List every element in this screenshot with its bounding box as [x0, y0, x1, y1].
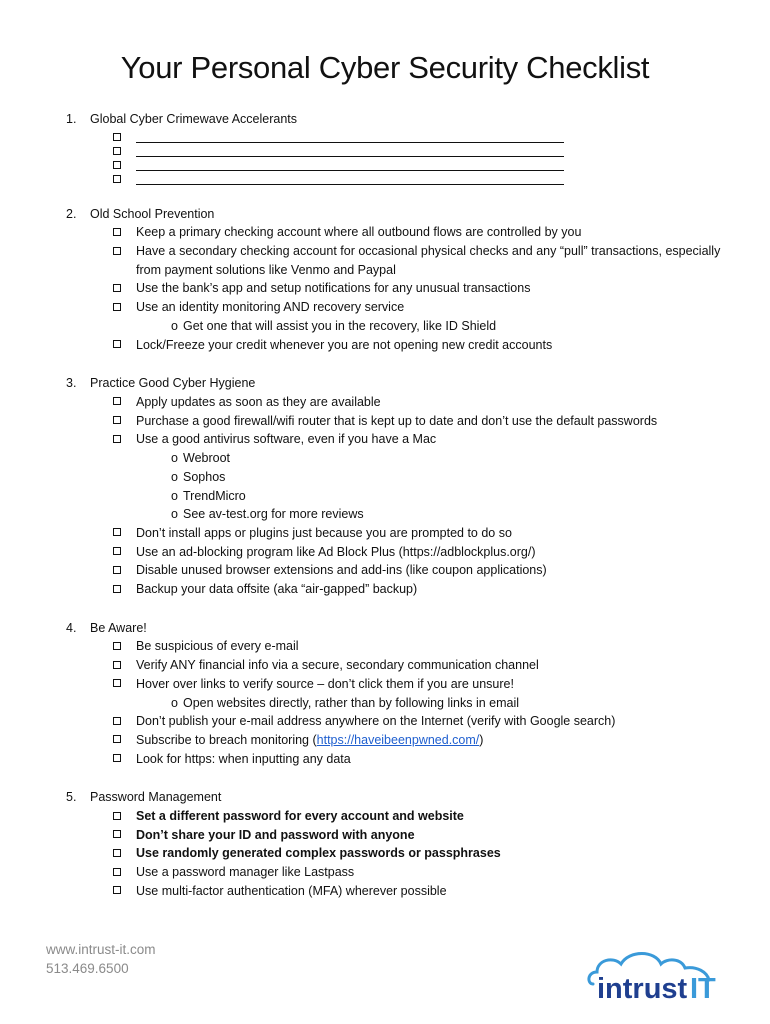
- checkbox-icon[interactable]: [113, 284, 121, 292]
- sub-bullet-marker: o: [171, 488, 178, 503]
- section-3: [66, 374, 746, 598]
- checklist-item: [66, 171, 746, 185]
- footer-contact: [46, 940, 156, 978]
- checkbox-icon[interactable]: [113, 717, 121, 725]
- checklist-item-text: Subscribe to breach monitoring (: [136, 732, 317, 747]
- checklist-item: [66, 336, 746, 355]
- sub-bullet-item: [66, 694, 746, 713]
- sub-bullet-marker: o: [171, 318, 178, 333]
- breach-monitoring-link[interactable]: https://haveibeenpwned.com/: [316, 732, 480, 747]
- checklist-item: [66, 656, 746, 675]
- checklist-item: [66, 430, 746, 449]
- checklist-item: [66, 279, 746, 298]
- checkbox-icon[interactable]: [113, 528, 121, 536]
- sub-bullet-marker: o: [171, 451, 178, 466]
- sub-bullet-marker: o: [171, 695, 178, 710]
- checklist-item-text: Set a different password for every account and website: [136, 809, 464, 824]
- fill-in-blank-line[interactable]: [136, 157, 564, 171]
- checklist-sections: [66, 110, 746, 921]
- section-number: 2.: [66, 206, 77, 221]
- section-heading-text: Old School Prevention: [90, 206, 215, 221]
- checklist-item-text: Use randomly generated complex passwords or passphrases: [136, 846, 501, 861]
- section-1: [66, 110, 746, 185]
- checklist-item-text: Purchase a good firewall/wifi router that is kept up to date and don’t use the default passwords: [136, 413, 658, 428]
- checklist-item: [66, 844, 746, 863]
- sub-bullet-item: [66, 487, 746, 506]
- section-heading: [66, 374, 746, 393]
- sub-bullet-item: [66, 505, 746, 524]
- sub-bullet-item: [66, 449, 746, 468]
- checklist-item: [66, 223, 746, 242]
- sub-bullet-marker: o: [171, 469, 178, 484]
- sub-bullet-text: Webroot: [183, 451, 231, 466]
- checklist-item-text: Lock/Freeze your credit whenever you are not opening new credit accounts: [136, 337, 553, 352]
- checklist-item-text: Disable unused browser extensions and add-ins (like coupon applications): [136, 563, 547, 578]
- checkbox-icon[interactable]: [113, 416, 121, 424]
- section-heading-text: Practice Good Cyber Hygiene: [90, 376, 256, 391]
- checkbox-icon[interactable]: [113, 642, 121, 650]
- checklist-item: [66, 826, 746, 845]
- checklist-item: [66, 157, 746, 171]
- footer-phone: 513.469.6500: [46, 961, 129, 976]
- checklist-item-text: Use the bank’s app and setup notifications for any unusual transactions: [136, 281, 531, 296]
- checkbox-icon[interactable]: [113, 397, 121, 405]
- checklist-item-text: Don’t install apps or plugins just because you are prompted to do so: [136, 525, 512, 540]
- sub-bullet-text: Sophos: [183, 469, 226, 484]
- section-heading-text: Password Management: [90, 790, 222, 805]
- checklist-item: [66, 412, 746, 431]
- section-heading: [66, 205, 746, 224]
- checkbox-icon[interactable]: [113, 133, 121, 141]
- checkbox-icon[interactable]: [113, 303, 121, 311]
- checkbox-icon[interactable]: [113, 228, 121, 236]
- checklist-item-text: Don’t share your ID and password with anyone: [136, 827, 415, 842]
- checklist-item-text: Backup your data offsite (aka “air-gapped” backup): [136, 582, 418, 597]
- checklist-item-text: Use an identity monitoring AND recovery service: [136, 300, 405, 315]
- fill-in-blank-line[interactable]: [136, 143, 564, 157]
- checkbox-icon[interactable]: [113, 247, 121, 255]
- sub-bullet-text: TrendMicro: [183, 488, 246, 503]
- checklist-item: [66, 675, 746, 694]
- section-5: [66, 788, 746, 900]
- checklist-item-text: Look for https: when inputting any data: [136, 751, 351, 766]
- checkbox-icon[interactable]: [113, 868, 121, 876]
- checklist-item-text: Have a secondary checking account for occasional physical checks and any “pull” transactions, especially from payment solutions like Venmo and Paypal: [136, 244, 721, 277]
- checkbox-icon[interactable]: [113, 735, 121, 743]
- sub-bullet-text: Open websites directly, rather than by following links in email: [183, 695, 520, 710]
- checkbox-icon[interactable]: [113, 830, 121, 838]
- section-number: 4.: [66, 620, 77, 635]
- checkbox-icon[interactable]: [113, 435, 121, 443]
- fill-in-blank-line[interactable]: [136, 129, 564, 143]
- checklist-item-text: Apply updates as soon as they are available: [136, 394, 381, 409]
- checklist-item: [66, 543, 746, 562]
- checklist-item-text: Use multi-factor authentication (MFA) wherever possible: [136, 883, 447, 898]
- checklist-item: [66, 580, 746, 599]
- section-number: 1.: [66, 112, 77, 126]
- checklist-item: [66, 242, 746, 279]
- checklist-item: [66, 129, 746, 143]
- checklist-item-text: Be suspicious of every e-mail: [136, 639, 299, 654]
- intrust-it-logo: [585, 948, 735, 1006]
- fill-in-blank-line[interactable]: [136, 171, 564, 185]
- checklist-item: [66, 863, 746, 882]
- checklist-item: [66, 637, 746, 656]
- checkbox-icon[interactable]: [113, 679, 121, 687]
- checklist-item-text: Hover over links to verify source – don’t click them if you are unsure!: [136, 676, 514, 691]
- section-number: 5.: [66, 790, 77, 805]
- checklist-item: [66, 731, 746, 750]
- checkbox-icon[interactable]: [113, 886, 121, 894]
- checkbox-icon[interactable]: [113, 175, 121, 183]
- checklist-item: [66, 298, 746, 317]
- checklist-item-text: Don’t publish your e-mail address anywhere on the Internet (verify with Google search): [136, 714, 616, 729]
- checkbox-icon[interactable]: [113, 566, 121, 574]
- logo-word-intrust: intrust: [597, 973, 688, 1005]
- checkbox-icon[interactable]: [113, 661, 121, 669]
- sub-bullet-marker: o: [171, 507, 178, 522]
- section-heading: [66, 619, 746, 638]
- checkbox-icon[interactable]: [113, 340, 121, 348]
- checkbox-icon[interactable]: [113, 849, 121, 857]
- section-number: 3.: [66, 376, 77, 391]
- sub-bullet-item: [66, 468, 746, 487]
- checkbox-icon[interactable]: [113, 161, 121, 169]
- section-heading: [66, 788, 746, 807]
- checkbox-icon[interactable]: [113, 547, 121, 555]
- checklist-item: [66, 807, 746, 826]
- checkbox-icon[interactable]: [113, 812, 121, 820]
- checklist-item-text-suffix: ): [479, 732, 484, 747]
- section-heading-text: Be Aware!: [90, 620, 147, 635]
- checkbox-icon[interactable]: [113, 147, 121, 155]
- footer-website[interactable]: www.intrust-it.com: [46, 942, 156, 957]
- checklist-item: [66, 561, 746, 580]
- checklist-item: [66, 143, 746, 157]
- checklist-item-text: Use an ad-blocking program like Ad Block Plus (https://adblockplus.org/): [136, 544, 536, 559]
- section-2: [66, 205, 746, 355]
- checklist-item: [66, 393, 746, 412]
- checklist-item: [66, 524, 746, 543]
- checkbox-icon[interactable]: [113, 585, 121, 593]
- checklist-item-text: Use a password manager like Lastpass: [136, 865, 355, 880]
- section-4: [66, 619, 746, 769]
- checklist-item-text: Keep a primary checking account where all outbound flows are controlled by you: [136, 225, 582, 240]
- checklist-item: [66, 750, 746, 769]
- sub-bullet-text: Get one that will assist you in the recovery, like ID Shield: [183, 318, 497, 333]
- sub-bullet-item: [66, 317, 746, 336]
- checklist-item-text: Verify ANY financial info via a secure, secondary communication channel: [136, 658, 539, 673]
- logo-word-it: IT: [690, 973, 716, 1005]
- section-heading-text: Global Cyber Crimewave Accelerants: [90, 112, 298, 126]
- page-title: Your Personal Cyber Security Checklist: [120, 50, 650, 85]
- checklist-item-text: Use a good antivirus software, even if you have a Mac: [136, 432, 437, 447]
- checkbox-icon[interactable]: [113, 754, 121, 762]
- sub-bullet-text: See av-test.org for more reviews: [183, 507, 364, 522]
- checklist-item: [66, 712, 746, 731]
- checklist-item: [66, 882, 746, 901]
- section-heading: [66, 110, 746, 129]
